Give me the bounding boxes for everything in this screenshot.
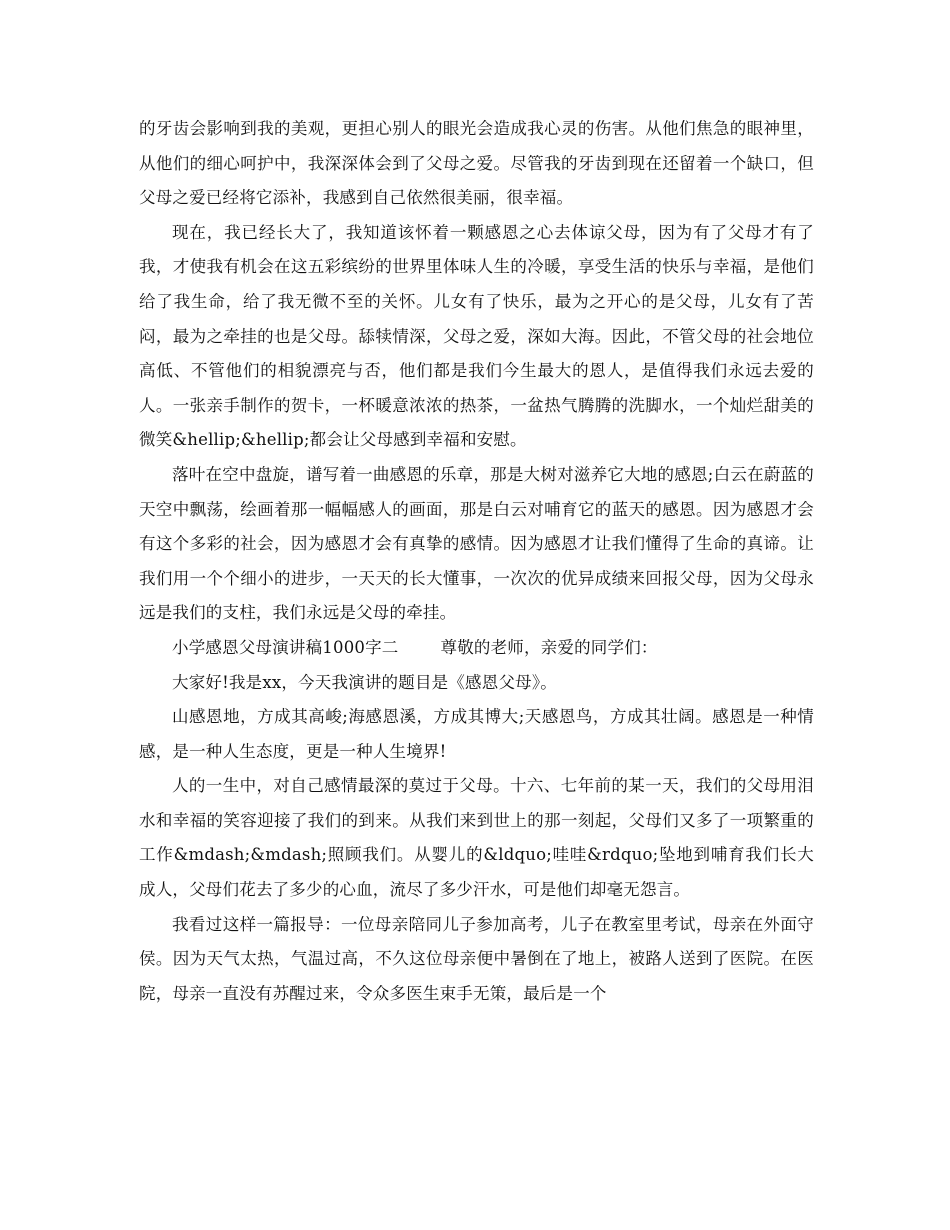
paragraph-falling-leaves: 落叶在空中盘旋，谱写着一曲感恩的乐章，那是大树对滋养它大地的感恩;白云在蔚蓝的天空中飘荡，绘画着那一幅幅感人的画面，那是白云对哺育它的蓝天的感恩。因为感恩才会有这个多彩的社会，因为感恩才会有真挚的感情。因为感恩才让我们懂得了生命的真谛。让我们用一个个细小的进步，一天天的长大懂事，一次次的优异成绩来回报父母，因为父母永远是我们的支柱，我们永远是父母的牵挂。 bbox=[139, 464, 814, 623]
paragraph-mountains-seas: 山感恩地，方成其高峻;海感恩溪，方成其博大;天感恩鸟，方成其壮阔。感恩是一种情感，是一种人生态度，更是一种人生境界! bbox=[139, 707, 814, 761]
paragraph-greeting: 大家好!我是xx，今天我演讲的题目是《感恩父母》。 bbox=[172, 672, 557, 692]
paragraph-continued: 的牙齿会影响到我的美观，更担心别人的眼光会造成我心灵的伤害。从他们焦急的眼神里，从他们的细心呵护中，我深深体会到了父母之爱。尽管我的牙齿到现在还留着一个缺口，但父母之爱已经将它添补，我感到自己依然很美丽，很幸福。 bbox=[139, 119, 814, 208]
document-body bbox=[139, 112, 814, 1011]
speech-salutation: 尊敬的老师，亲爱的同学们： bbox=[440, 637, 658, 657]
speech-title: 小学感恩父母演讲稿1000字二 bbox=[172, 637, 399, 657]
paragraph-news-report: 我看过这样一篇报导：一位母亲陪同儿子参加高考，儿子在教室里考试，母亲在外面守侯。因为天气太热，气温过高，不久这位母亲便中暑倒在了地上，被路人送到了医院。在医院，母亲一直没有苏醒过来，令众多医生束手无策，最后是一个 bbox=[139, 914, 814, 1003]
paragraph-parents-care: 人的一生中，对自己感情最深的莫过于父母。十六、七年前的某一天，我们的父母用泪水和幸福的笑容迎接了我们的到来。从我们来到世上的那一刻起，父母们又多了一项繁重的工作&mdash;&mdash;照顾我们。从婴儿的&ldquo;哇哇&rdquo;坠地到哺育我们长大成人，父母们花去了多少的心血，流尽了多少汗水，可是他们却毫无怨言。 bbox=[139, 776, 814, 900]
paragraph-gratitude-to-parents: 现在，我已经长大了，我知道该怀着一颗感恩之心去体谅父母，因为有了父母才有了我，才使我有机会在这五彩缤纷的世界里体味人生的冷暖，享受生活的快乐与幸福，是他们给了我生命，给了我无微不至的关怀。儿女有了快乐，最为之开心的是父母，儿女有了苦闷，最为之牵挂的也是父母。舔犊情深，父母之爱，深如大海。因此，不管父母的社会地位高低、不管他们的相貌漂亮与否，他们都是我们今生最大的恩人，是值得我们永远去爱的人。一张亲手制作的贺卡，一杯暖意浓浓的热茶，一盆热气腾腾的洗脚水，一个灿烂甜美的微笑&hellip;&hellip;都会让父母感到幸福和安慰。 bbox=[139, 222, 814, 450]
speech-title-line bbox=[139, 631, 814, 666]
